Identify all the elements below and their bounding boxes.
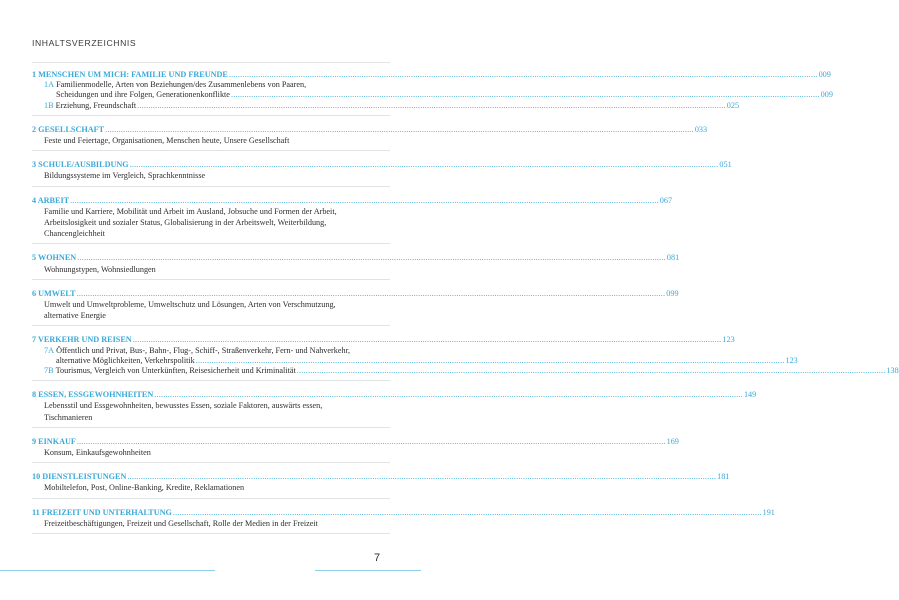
leader-dots: [173, 508, 762, 518]
leader-dots: [133, 335, 722, 345]
header-divider: [32, 62, 390, 63]
section-title: [32, 253, 76, 263]
section-page-number: 181: [717, 472, 730, 482]
section-number: 7: [32, 335, 37, 345]
leader-dots: [229, 70, 818, 80]
section-heading-line: [32, 124, 708, 135]
toc-section-4: [32, 195, 673, 245]
toc-section-9: [32, 436, 679, 463]
page-title: INHALTSVERZEICHNIS: [32, 38, 137, 48]
section-description-line: alternative Energie: [44, 311, 106, 321]
footer-divider-left: [0, 570, 215, 571]
section-title: [32, 196, 69, 206]
section-page-number: 149: [743, 390, 757, 400]
subsection-7A: [32, 345, 798, 366]
subsection-number: 7A: [44, 345, 55, 355]
section-number: 11: [32, 507, 40, 517]
section-page-number: 051: [719, 160, 732, 170]
section-title-text: ARBEIT: [37, 195, 70, 205]
subsection-body: [32, 100, 740, 111]
subsection-page-number: 025: [726, 100, 740, 110]
subsection-text: Erziehung, Freundschaft: [55, 100, 137, 110]
section-title: [32, 437, 76, 447]
section-heading-line: [32, 160, 732, 170]
section-title: [32, 125, 104, 135]
subsection-number: 1B: [44, 100, 54, 110]
section-title-text: WOHNEN: [38, 253, 77, 263]
section-page-number: 169: [666, 436, 679, 446]
leader-dots: [77, 289, 666, 299]
section-title-text: EINKAUF: [38, 436, 76, 446]
subsection-line: [44, 366, 899, 376]
section-number: 8: [32, 390, 37, 400]
subsection-7B: [32, 366, 899, 376]
section-number: 3: [32, 160, 37, 170]
section-number: 1: [32, 70, 37, 79]
subsection-number: 7B: [44, 366, 54, 376]
subsection-text: Öffentlich und Privat, Bus-, Bahn-, Flug-, Schiff-, Straßenverkehr, Fern- und Nahverkehr,: [56, 345, 351, 355]
section-title: [32, 472, 126, 482]
subsection-text: Familienmodelle, Arten von Beziehungen/des Zusammenlebens von Paaren,: [56, 80, 307, 90]
subsection-body: [32, 80, 833, 100]
section-description-line: Familie und Karriere, Mobilität und Arbeit im Ausland, Jobsuche und Formen der Arbeit,: [44, 206, 337, 216]
section-description-line: Freizeitbeschäftigungen, Freizeit und Gesellschaft, Rolle der Medien in der Freizeit: [44, 518, 318, 528]
subsection-line: [44, 346, 709, 356]
section-description-line: Lebensstil und Essgewohnheiten, bewusstes Essen, soziale Faktoren, auswärts essen,: [44, 401, 323, 411]
subsection-page-number: 009: [820, 90, 833, 100]
section-page-number: 099: [666, 288, 679, 298]
section-page-number: 123: [722, 335, 735, 345]
subsection-line: [44, 80, 733, 90]
section-title: [32, 289, 76, 299]
section-title-text: SCHULE/AUSBILDUNG: [38, 160, 129, 170]
section-title: [32, 390, 153, 400]
toc-section-3: [32, 160, 732, 186]
section-description-line: Arbeitslosigkeit und sozialer Status, Globalisierung in der Arbeitswelt, Weiterbildung,: [44, 218, 327, 228]
section-title-text: MENSCHEN UM MICH: FAMILIE UND FREUNDE: [38, 70, 228, 79]
section-description-line: Chancengleichheit: [44, 229, 105, 239]
section-title-text: UMWELT: [38, 288, 76, 298]
section-description-line: Bildungssysteme im Vergleich, Sprachkenntnisse: [44, 171, 206, 181]
subsection-page-number: 138: [886, 366, 899, 376]
section-title-text: DIENSTLEISTUNGEN: [42, 472, 127, 482]
leader-dots: [154, 390, 743, 400]
leader-dots: [70, 196, 659, 206]
table-of-contents: [32, 70, 899, 543]
subsection-text: Tourismus, Vergleich von Unterkünften, Reisesicherheit und Kriminalität: [55, 366, 296, 376]
section-title-text: FREIZEIT UND UNTERHALTUNG: [41, 507, 172, 517]
leader-dots: [77, 437, 666, 447]
subsection-body: [32, 366, 899, 376]
page-number: 7: [374, 552, 381, 564]
subsection-1A: [32, 80, 833, 100]
section-title-text: GESELLSCHAFT: [38, 124, 105, 134]
leader-dots: [105, 125, 694, 135]
section-page-number: 067: [659, 195, 673, 205]
subsection-line: [44, 355, 798, 366]
section-number: 6: [32, 288, 37, 298]
section-title-text: VERKEHR UND REISEN: [38, 335, 132, 345]
section-description-line: Mobiltelefon, Post, Online-Banking, Kredite, Reklamationen: [44, 483, 245, 493]
section-page-number: 081: [666, 253, 680, 263]
section-heading-line: [32, 70, 831, 80]
section-heading-line: [32, 195, 673, 206]
section-number: 10: [32, 472, 41, 482]
leader-dots: [127, 472, 716, 482]
subsection-page-number: 123: [785, 355, 798, 365]
section-description-line: Feste und Feiertage, Organisationen, Menschen heute, Unsere Gesellschaft: [44, 136, 290, 146]
leader-dots: [196, 356, 785, 366]
toc-section-10: [32, 472, 730, 498]
section-heading-line: [32, 335, 735, 345]
toc-section-7: [32, 335, 899, 381]
section-description-line: Umwelt und Umweltprobleme, Umweltschutz und Lösungen, Arten von Verschmutzung,: [44, 300, 336, 310]
leader-dots: [137, 101, 726, 111]
subsection-body: [32, 345, 798, 366]
section-heading-line: [32, 390, 757, 400]
section-heading-line: [32, 472, 730, 482]
toc-section-11: [32, 507, 775, 534]
section-description-line: Konsum, Einkaufsgewohnheiten: [44, 448, 151, 458]
section-page-number: 191: [762, 507, 775, 517]
section-number: 4: [32, 195, 37, 205]
toc-section-5: [32, 253, 680, 279]
section-title: [32, 160, 129, 170]
footer-divider-right: [315, 570, 421, 571]
subsection-line: [44, 90, 833, 100]
subsection-1B: [32, 100, 740, 111]
section-page-number: 009: [818, 70, 831, 79]
section-title: [32, 508, 172, 518]
section-heading-line: [32, 253, 680, 263]
leader-dots: [231, 90, 820, 100]
section-title: [32, 70, 228, 80]
section-title-text: ESSEN, ESSGEWOHNHEITEN: [38, 390, 154, 400]
leader-dots: [130, 160, 719, 170]
section-description-line: Wohnungstypen, Wohnsiedlungen: [44, 264, 156, 274]
section-page-number: 033: [694, 124, 708, 134]
toc-section-6: [32, 288, 679, 327]
toc-section-2: [32, 124, 708, 151]
leader-dots: [77, 253, 666, 263]
section-heading-line: [32, 507, 775, 518]
toc-section-8: [32, 390, 757, 428]
section-number: 2: [32, 124, 37, 134]
subsection-line: [44, 100, 740, 111]
toc-section-1: [32, 70, 833, 116]
section-description-line: Tischmanieren: [44, 412, 93, 422]
section-heading-line: [32, 288, 679, 299]
section-number: 9: [32, 436, 37, 446]
subsection-text: alternative Möglichkeiten, Verkehrspolitik: [56, 355, 195, 365]
section-title: [32, 335, 132, 345]
section-heading-line: [32, 436, 679, 447]
subsection-number: 1A: [44, 80, 55, 90]
section-number: 5: [32, 253, 37, 263]
subsection-text: Scheidungen und ihre Folgen, Generationenkonflikte: [56, 90, 230, 100]
leader-dots: [297, 366, 886, 376]
